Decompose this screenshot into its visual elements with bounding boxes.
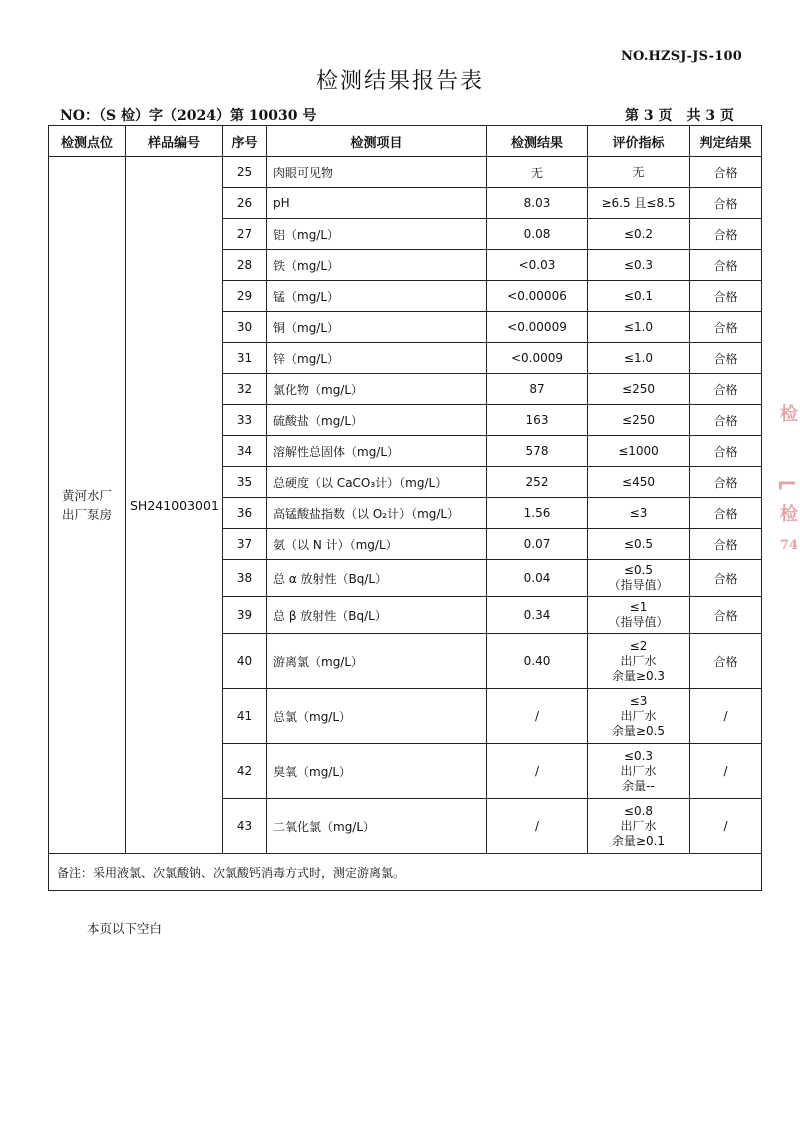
cell-no: 29 <box>223 281 267 312</box>
cell-result: <0.00006 <box>487 281 588 312</box>
cell-result: <0.0009 <box>487 343 588 374</box>
limit-line: 出厂水 <box>620 763 657 778</box>
limit-line: 出厂水 <box>620 708 657 723</box>
col-header-limit: 评价指标 <box>588 126 690 157</box>
limit-line: （指导值） <box>608 615 669 629</box>
cell-verdict: 合格 <box>690 250 762 281</box>
limit-line: ≤0.1 <box>623 288 654 303</box>
cell-no: 37 <box>223 529 267 560</box>
cell-item: 游离氯（mg/L） <box>267 634 487 689</box>
limit-line: 余量≥0.1 <box>611 833 666 848</box>
cell-limit <box>588 188 690 219</box>
cell-item: 总 β 放射性（Bq/L） <box>267 597 487 634</box>
limit-line: ≤450 <box>622 474 655 489</box>
cell-no: 40 <box>223 634 267 689</box>
limit-line: ≤0.3 <box>623 748 654 763</box>
cell-no: 33 <box>223 405 267 436</box>
cell-result: 0.08 <box>487 219 588 250</box>
cell-limit <box>588 799 690 854</box>
cell-verdict: 合格 <box>690 281 762 312</box>
limit-line: 出厂水 <box>620 818 657 833</box>
limit-line: 无 <box>632 164 645 179</box>
cell-item: 锌（mg/L） <box>267 343 487 374</box>
cell-no: 28 <box>223 250 267 281</box>
cell-limit <box>588 250 690 281</box>
cell-no: 27 <box>223 219 267 250</box>
cell-limit <box>588 529 690 560</box>
cell-item: 氯化物（mg/L） <box>267 374 487 405</box>
cell-limit <box>588 281 690 312</box>
site-line: 出厂泵房 <box>61 507 112 522</box>
remark-row <box>49 854 762 891</box>
cell-result: 8.03 <box>487 188 588 219</box>
site-line: 黄河水厂 <box>61 488 112 503</box>
limit-line: ≤1 <box>629 600 648 614</box>
limit-line: ≥6.5 且≤8.5 <box>601 195 676 210</box>
limit-line: 出厂水 <box>620 653 657 668</box>
cell-verdict: 合格 <box>690 343 762 374</box>
cell-limit <box>588 744 690 799</box>
stamp-char: 检 <box>780 404 798 425</box>
limit-line: ≤2 <box>629 638 648 653</box>
cell-limit <box>588 560 690 597</box>
cell-result: 163 <box>487 405 588 436</box>
remark-text: 备注：采用液氯、次氯酸钠、次氯酸钙消毒方式时，测定游离氯。 <box>49 854 762 891</box>
cell-limit <box>588 219 690 250</box>
cell-verdict: 合格 <box>690 219 762 250</box>
cell-no: 25 <box>223 157 267 188</box>
cell-result: 0.04 <box>487 560 588 597</box>
cell-no: 35 <box>223 467 267 498</box>
table-header-row <box>49 126 762 157</box>
limit-line: ≤0.5 <box>623 536 654 551</box>
cell-item: 锰（mg/L） <box>267 281 487 312</box>
cell-verdict: / <box>690 799 762 854</box>
cell-limit <box>588 157 690 188</box>
cell-no: 36 <box>223 498 267 529</box>
limit-line: ≤3 <box>629 693 648 708</box>
cell-limit <box>588 467 690 498</box>
cell-limit <box>588 634 690 689</box>
limit-line: ≤1.0 <box>623 319 654 334</box>
table-row <box>49 157 762 188</box>
cell-no: 31 <box>223 343 267 374</box>
cell-limit <box>588 436 690 467</box>
cell-item: 二氧化氯（mg/L） <box>267 799 487 854</box>
limit-line: ≤250 <box>622 412 655 427</box>
cell-item: 氨（以 N 计）（mg/L） <box>267 529 487 560</box>
cell-result: 87 <box>487 374 588 405</box>
cell-result: 0.34 <box>487 597 588 634</box>
cell-limit <box>588 374 690 405</box>
limit-line: ≤1000 <box>618 443 659 458</box>
stamp-char: 74 <box>779 538 798 553</box>
cell-result: 0.40 <box>487 634 588 689</box>
limit-line: 余量≥0.3 <box>611 668 666 683</box>
limit-line: 余量-- <box>622 778 655 793</box>
cell-limit <box>588 689 690 744</box>
cell-no: 32 <box>223 374 267 405</box>
page-title: 检测结果报告表 <box>315 69 484 94</box>
cell-no: 26 <box>223 188 267 219</box>
cell-item: 臭氧（mg/L） <box>267 744 487 799</box>
blank-below-note: 本页以下空白 <box>87 921 163 936</box>
cell-item: 肉眼可见物 <box>267 157 487 188</box>
cell-item: 高锰酸盐指数（以 O₂计）（mg/L） <box>267 498 487 529</box>
cell-limit <box>588 597 690 634</box>
cell-verdict: 合格 <box>690 157 762 188</box>
report-meta <box>60 105 734 125</box>
seal-stamp-fragment <box>778 400 800 560</box>
cell-sample-id: SH241003001 <box>126 157 223 854</box>
cell-no: 43 <box>223 799 267 854</box>
limit-line: （指导值） <box>608 578 669 592</box>
page-info: 第 3 页 共 3 页 <box>625 108 734 124</box>
limit-line: ≤3 <box>629 505 648 520</box>
cell-result: / <box>487 799 588 854</box>
cell-verdict: 合格 <box>690 436 762 467</box>
cell-verdict: 合格 <box>690 188 762 219</box>
cell-item: pH <box>267 188 487 219</box>
limit-line: ≤250 <box>622 381 655 396</box>
col-header-verdict: 判定结果 <box>690 126 762 157</box>
cell-limit <box>588 343 690 374</box>
cell-site <box>49 157 126 854</box>
col-header-no: 序号 <box>223 126 267 157</box>
cell-item: 总 α 放射性（Bq/L） <box>267 560 487 597</box>
cell-result: <0.00009 <box>487 312 588 343</box>
col-header-result: 检测结果 <box>487 126 588 157</box>
report-number: NO：（S 检）字（2024）第 10030 号 <box>60 108 317 124</box>
limit-line: ≤0.8 <box>623 803 654 818</box>
cell-item: 溶解性总固体（mg/L） <box>267 436 487 467</box>
cell-result: / <box>487 689 588 744</box>
cell-no: 38 <box>223 560 267 597</box>
cell-verdict: 合格 <box>690 312 762 343</box>
cell-result: 无 <box>487 157 588 188</box>
cell-no: 41 <box>223 689 267 744</box>
cell-item: 硫酸盐（mg/L） <box>267 405 487 436</box>
cell-no: 39 <box>223 597 267 634</box>
cell-result: 1.56 <box>487 498 588 529</box>
cell-result: 0.07 <box>487 529 588 560</box>
cell-verdict: / <box>690 744 762 799</box>
cell-limit <box>588 498 690 529</box>
cell-item: 铝（mg/L） <box>267 219 487 250</box>
cell-verdict: / <box>690 689 762 744</box>
cell-result: 578 <box>487 436 588 467</box>
cell-verdict: 合格 <box>690 634 762 689</box>
col-header-site: 检测点位 <box>49 126 126 157</box>
stamp-char: 检 <box>780 504 798 525</box>
document-number: NO.HZSJ-JS-100 <box>620 49 742 64</box>
limit-line: ≤1.0 <box>623 350 654 365</box>
cell-verdict: 合格 <box>690 405 762 436</box>
cell-verdict: 合格 <box>690 597 762 634</box>
cell-result: 252 <box>487 467 588 498</box>
cell-verdict: 合格 <box>690 560 762 597</box>
col-header-item: 检测项目 <box>267 126 487 157</box>
cell-item: 总氯（mg/L） <box>267 689 487 744</box>
cell-verdict: 合格 <box>690 498 762 529</box>
limit-line: ≤0.3 <box>623 257 654 272</box>
limit-line: ≤0.5 <box>623 563 654 577</box>
cell-no: 34 <box>223 436 267 467</box>
limit-line: 余量≥0.5 <box>611 723 666 738</box>
limit-line: ≤0.2 <box>623 226 654 241</box>
cell-verdict: 合格 <box>690 467 762 498</box>
cell-no: 42 <box>223 744 267 799</box>
cell-item: 铁（mg/L） <box>267 250 487 281</box>
cell-verdict: 合格 <box>690 529 762 560</box>
cell-no: 30 <box>223 312 267 343</box>
stamp-char: ⌐ <box>776 470 798 500</box>
results-table <box>48 125 762 891</box>
cell-item: 总硬度（以 CaCO₃计）（mg/L） <box>267 467 487 498</box>
cell-result: <0.03 <box>487 250 588 281</box>
col-header-sample-id: 样品编号 <box>126 126 223 157</box>
cell-result: / <box>487 744 588 799</box>
cell-verdict: 合格 <box>690 374 762 405</box>
cell-item: 铜（mg/L） <box>267 312 487 343</box>
cell-limit <box>588 312 690 343</box>
cell-limit <box>588 405 690 436</box>
